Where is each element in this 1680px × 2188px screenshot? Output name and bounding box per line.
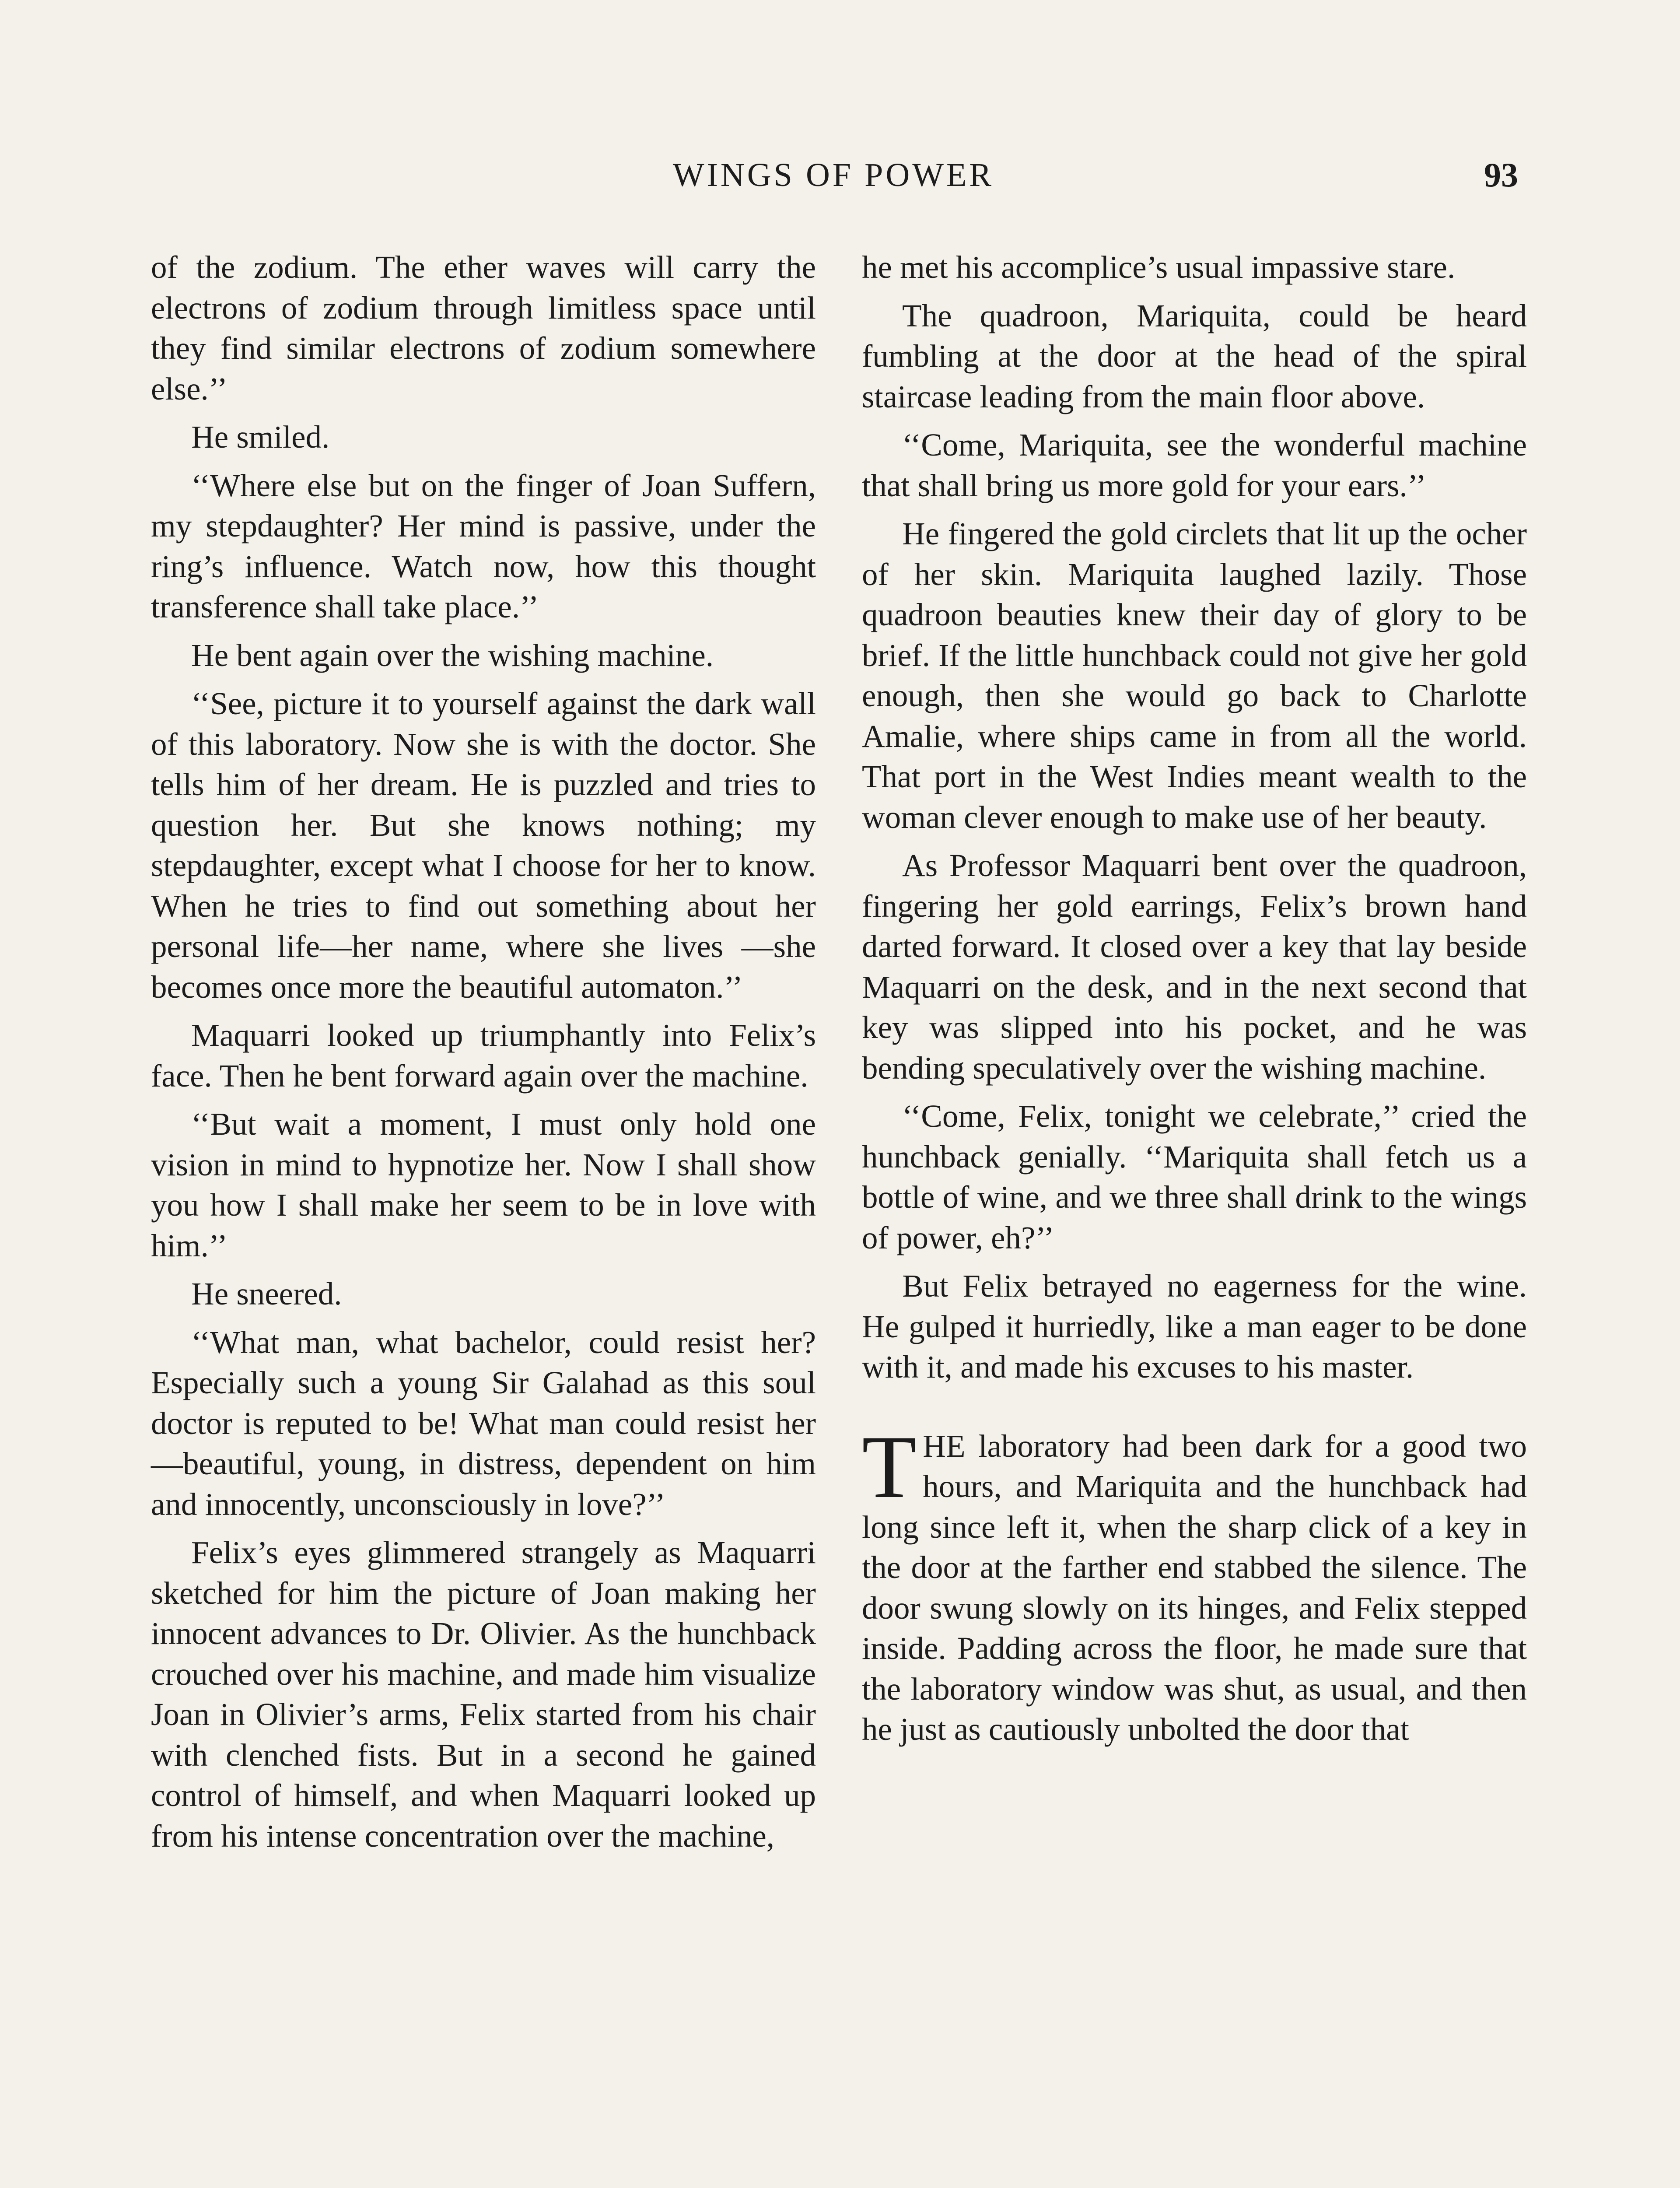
section-opening-paragraph bbox=[862, 1417, 1527, 1750]
paragraph: But Felix betrayed no eagerness for the wine. He gulped it hurriedly, like a man eager to be done with it, and made his excuses to his master. bbox=[862, 1268, 1527, 1385]
paragraph: He fingered the gold circlets that lit up the ocher of her skin. Mariquita laughed lazily. Those quadroon beauties knew their day of glory to be brief. If the little hunchback could not give her gold enough, then she would go back to Charlotte Amalie, where ships came in from all the world. That port in the West Indies meant wealth to the woman clever enough to make use of her beauty. bbox=[862, 516, 1527, 835]
section-break bbox=[862, 1396, 1527, 1426]
page-number: 93 bbox=[1484, 156, 1518, 194]
drop-cap: T bbox=[862, 1417, 917, 1517]
left-column bbox=[151, 247, 816, 2188]
paragraph: As Professor Maquarri bent over the quadroon, fingering her gold earrings, Felix’s brown hand darted forward. It closed over a key that lay beside Maquarri on the desk, and in the next second that key was slipped into his pocket, and he was bending speculatively over the wishing machine. bbox=[862, 848, 1527, 1086]
paragraph: Maquarri looked up triumphantly into Felix’s face. Then he bent forward again over the machine. bbox=[151, 1017, 816, 1094]
paragraph: He sneered. bbox=[191, 1276, 342, 1311]
running-head bbox=[149, 151, 1518, 199]
paragraph: ‘‘But wait a moment, I must only hold one vision in mind to hypnotize her. Now I shall show you how I shall make her seem to be in love with him.’’ bbox=[151, 1106, 816, 1263]
paragraph: ‘‘Come, Felix, tonight we celebrate,’’ cried the hunchback genially. ‘‘Mariquita shall fetch us a bottle of wine, and we three shall drink to the wings of power, eh?’’ bbox=[862, 1098, 1527, 1255]
paragraph: He smiled. bbox=[191, 419, 330, 455]
section-opening-text: HE laboratory had been dark for a good two hours, and Mariquita and the hunchback had long since left it, when the sharp click of a key in the door at the farther end stabbed the silence. The door swung slowly on its hinges, and Felix stepped inside. Padding across the floor, he made sure that the laboratory window was shut, as usual, and then he just as cautiously unbolted the door that bbox=[862, 1428, 1527, 1747]
right-column bbox=[862, 247, 1527, 2188]
paragraph: ‘‘What man, what bachelor, could resist her? Especially such a young Sir Galahad as this soul doctor is reputed to be! What man could resist her—beautiful, young, in distress, dependent on him and innocently, unconsciously in love?’’ bbox=[151, 1324, 816, 1522]
running-title: WINGS OF POWER bbox=[672, 157, 994, 193]
paragraph: Felix’s eyes glimmered strangely as Maquarri sketched for him the picture of Joan making her innocent advances to Dr. Olivier. As the hunchback crouched over his machine, and made him visualize Joan in Olivier’s arms, Felix started from his chair with clenched fists. But in a second he gained control of himself, and when Maquarri looked up from his intense concentration over the machine, bbox=[151, 1535, 816, 1854]
paragraph: The quadroon, Mariquita, could be heard fumbling at the door at the head of the spiral staircase leading from the main floor above. bbox=[862, 298, 1527, 414]
paragraph: ‘‘Come, Mariquita, see the wonderful machine that shall bring us more gold for your ears.’’ bbox=[862, 427, 1527, 503]
paragraph: of the zodium. The ether waves will carry the electrons of zodium through limitless space until they find similar electrons of zodium somewhere else.’’ bbox=[151, 249, 816, 407]
paragraph: he met his accomplice’s usual impassive stare. bbox=[862, 249, 1456, 285]
paragraph: ‘‘Where else but on the finger of Joan Suffern, my stepdaughter? Her mind is passive, under the ring’s influence. Watch now, how this thought transference shall take place.’’ bbox=[151, 467, 816, 624]
paragraph: ‘‘See, picture it to yourself against the dark wall of this laboratory. Now she is with the doctor. She tells him of her dream. He is puzzled and tries to question her. But she knows nothing; my stepdaughter, except what I choose for her to know. When he tries to find out something about her personal life—her name, where she lives —she becomes once more the beautiful automaton.’’ bbox=[151, 686, 816, 1005]
paragraph: He bent again over the wishing machine. bbox=[191, 637, 714, 673]
